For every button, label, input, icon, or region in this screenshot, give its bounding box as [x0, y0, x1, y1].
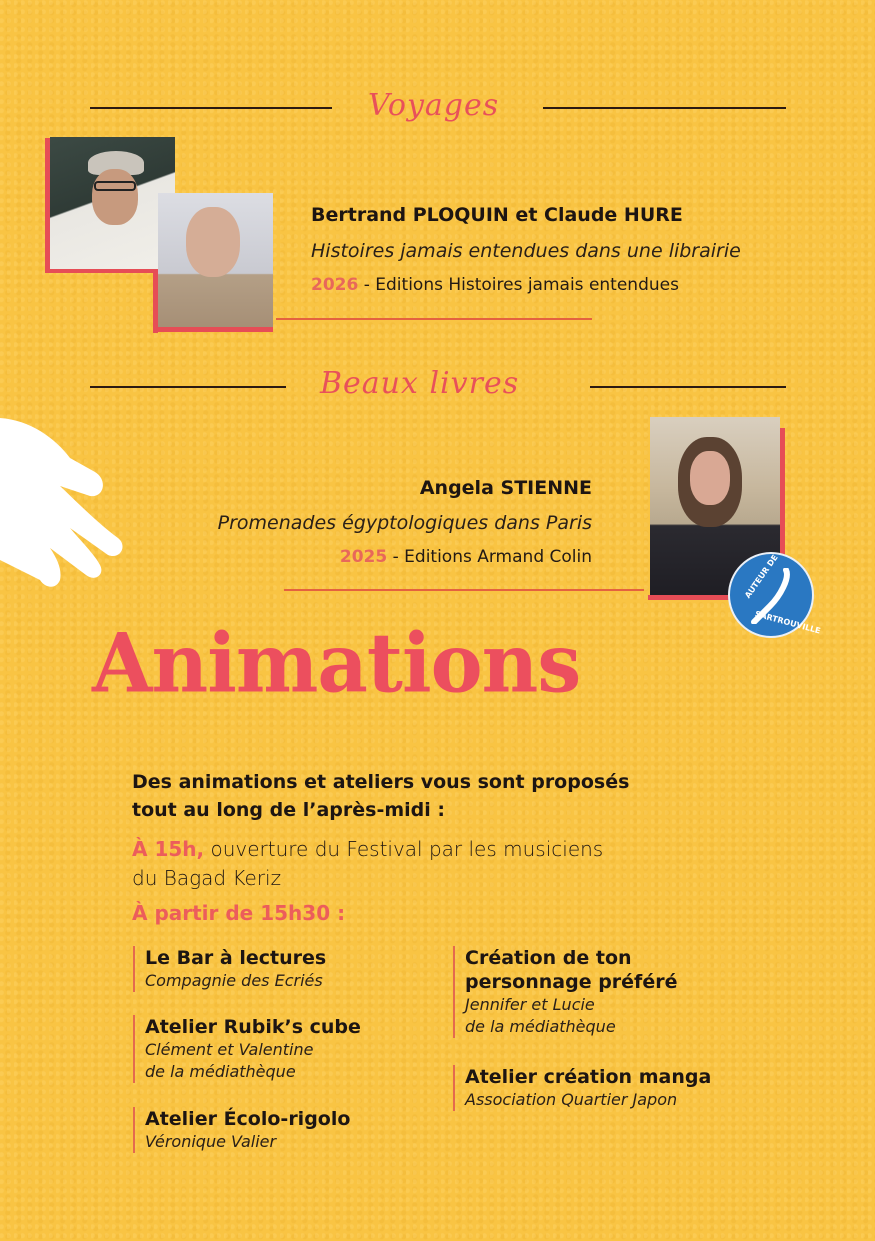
activity-title: Atelier Écolo-rigolo	[145, 1108, 351, 1130]
start-time-label: À partir de 15h30 :	[132, 901, 346, 925]
intro-line: Des animations et ateliers vous sont proposés	[132, 771, 630, 793]
activity-title: Le Bar à lectures	[145, 947, 327, 969]
book-edition	[311, 275, 679, 295]
section-heading-animations: Animations	[92, 616, 581, 712]
activity-title: personnage préféré	[465, 971, 678, 993]
activity-host: Association Quartier Japon	[465, 1090, 678, 1109]
divider-right	[590, 386, 786, 388]
entry-underline	[284, 589, 644, 591]
intro-line: tout au long de l’après-midi :	[132, 799, 445, 821]
activity-item	[453, 1065, 711, 1111]
activity-title: Création de ton	[465, 947, 632, 969]
author-name: Angela STIENNE	[419, 477, 592, 499]
section-heading-voyages: Voyages	[368, 88, 500, 123]
book-title: Promenades égyptologiques dans Paris	[217, 512, 592, 534]
publisher: - Editions Histoires jamais entendues	[358, 275, 679, 295]
activity-host: de la médiathèque	[145, 1062, 296, 1081]
book-edition	[340, 547, 592, 567]
publisher: - Editions Armand Colin	[387, 547, 592, 567]
activity-host: de la médiathèque	[465, 1017, 616, 1036]
opening-text: ouverture du Festival par les musiciens	[204, 837, 604, 861]
badge-text-bottom: SARTROUVILLE	[753, 609, 822, 636]
activity-item	[133, 946, 326, 992]
divider-right	[543, 107, 786, 109]
activity-title: Atelier Rubik’s cube	[145, 1016, 361, 1038]
book-title: Histoires jamais entendues dans une librairie	[311, 240, 741, 262]
divider-left	[90, 107, 332, 109]
activity-item	[133, 1107, 350, 1153]
author-photo-claude-hure	[158, 193, 273, 327]
publication-year: 2025	[339, 547, 388, 567]
section-heading-beaux-livres: Beaux livres	[320, 366, 520, 401]
animations-intro	[132, 768, 629, 824]
publication-year: 2026	[311, 275, 359, 295]
divider-left	[90, 386, 286, 388]
activity-host: Véronique Valier	[145, 1132, 277, 1151]
activity-item	[453, 946, 677, 1038]
badge-text-top: AUTEUR DE	[743, 553, 780, 600]
author-photo-bertrand-ploquin	[50, 137, 175, 269]
author-name: Bertrand PLOQUIN et Claude HURE	[311, 204, 683, 226]
activity-host: Compagnie des Ecriés	[145, 971, 323, 990]
opening-time: À 15h,	[132, 837, 205, 861]
activity-title: Atelier création manga	[465, 1066, 712, 1088]
entry-underline	[276, 318, 592, 320]
hand-illustration-icon	[0, 410, 130, 600]
activity-host: Clément et Valentine	[145, 1040, 314, 1059]
auteur-de-sartrouville-badge	[728, 552, 822, 638]
opening-announcement	[132, 835, 603, 893]
opening-text: du Bagad Keriz	[132, 866, 282, 890]
activity-item	[133, 1015, 361, 1083]
activity-host: Jennifer et Lucie	[465, 995, 595, 1014]
